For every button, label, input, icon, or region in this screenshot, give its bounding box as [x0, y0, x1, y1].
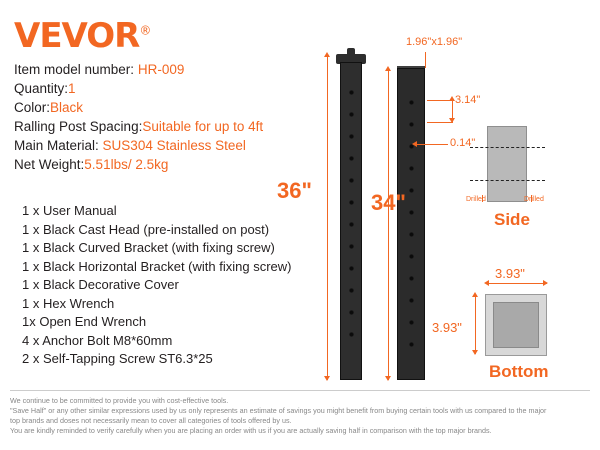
post-hole	[349, 288, 354, 293]
dimension-label-34: 34"	[371, 190, 406, 215]
post-hole	[349, 222, 354, 227]
brand-name: VEVOR	[14, 16, 140, 56]
list-item: 1 x Black Curved Bracket (with fixing screw)	[22, 240, 275, 255]
list-item: 1x Open End Wrench	[22, 314, 147, 329]
dimension-arrow-down	[385, 376, 391, 381]
spec-label: Net Weight:	[14, 157, 85, 172]
list-item: 1 x User Manual	[22, 203, 117, 218]
dimension-leader-diameter	[414, 144, 448, 145]
bottom-view-caption: Bottom	[489, 362, 549, 381]
spec-row-post-spacing	[14, 117, 344, 136]
list-item: 1 x Black Horizontal Bracket (with fixing screw)	[22, 258, 292, 274]
spec-value: Suitable for up to 4ft	[142, 119, 264, 134]
dimension-label-base-depth: 3.93"	[432, 320, 462, 335]
post-hole	[409, 232, 414, 237]
dimension-label-36: 36"	[277, 178, 312, 203]
spec-row-model	[14, 60, 344, 79]
post-hole	[409, 188, 414, 193]
footer-line: top brands and doses not necessarily mean to cover all categories of tools offered by us.	[10, 416, 292, 425]
post-hole	[409, 298, 414, 303]
dimension-arrow-down	[449, 118, 455, 123]
spec-row-material	[14, 136, 344, 155]
list-item: 1 x Hex Wrench	[22, 295, 115, 311]
post-hole	[349, 244, 354, 249]
post-hole	[349, 332, 354, 337]
post-hole	[349, 134, 354, 139]
footer-line: You are kindly reminded to verify carefully when you are placing an order with us if you are actually saving half in comparison with the top major brands.	[10, 426, 492, 435]
dimension-arrow-up	[472, 292, 478, 297]
side-view-dashed-line	[470, 180, 545, 181]
spec-value: Black	[50, 100, 84, 115]
dimension-arrow-left	[412, 141, 417, 147]
spec-row-color	[14, 98, 344, 117]
post-hole	[349, 178, 354, 183]
post-hole	[349, 200, 354, 205]
dimension-line-36	[327, 56, 328, 380]
footer-line: "Save Half" or any other similar expressions used by us only represents an estimate of savings you might benefit from buying certain tools with us compared to the major	[10, 406, 547, 415]
package-contents-list	[22, 202, 362, 369]
post-hole	[349, 156, 354, 161]
post-right-drawing	[397, 68, 425, 380]
dimension-label-hole-spacing: 3.14"	[455, 94, 481, 106]
drill-label-left: Drilled	[466, 196, 486, 203]
post-hole	[409, 100, 414, 105]
drill-label-right: Drilled	[524, 196, 544, 203]
spec-value: 5.51lbs/ 2.5kg	[84, 157, 169, 172]
side-view-dashed-line	[470, 147, 545, 148]
post-hole	[349, 266, 354, 271]
specs-list	[14, 60, 344, 174]
registered-mark: ®	[139, 23, 151, 38]
post-hole	[349, 310, 354, 315]
post-hole	[349, 112, 354, 117]
post-hole	[409, 254, 414, 259]
post-hole	[409, 122, 414, 127]
spec-value: 1	[68, 81, 76, 96]
spec-row-net-weight	[14, 155, 344, 174]
spec-label: Ralling Post Spacing:	[14, 119, 143, 134]
post-hole	[409, 320, 414, 325]
spec-label: Quantity:	[14, 81, 69, 96]
spec-row-quantity	[14, 79, 344, 98]
post-hole	[409, 166, 414, 171]
spec-label: Main Material:	[14, 138, 99, 153]
footer-disclaimer	[10, 390, 590, 436]
dimension-arrow-up	[324, 52, 330, 57]
dimension-line-base-depth	[475, 296, 476, 354]
post-hole	[409, 210, 414, 215]
vevor-logo	[14, 16, 150, 56]
spec-label: Item model number:	[14, 62, 135, 77]
list-item: 1 x Black Decorative Cover	[22, 277, 179, 292]
list-item: 4 x Anchor Bolt M8*60mm	[22, 332, 173, 348]
dimension-leader	[425, 52, 426, 68]
dimension-arrow-down	[472, 350, 478, 355]
post-hole	[409, 276, 414, 281]
dimension-line-base-width	[487, 283, 547, 284]
side-view-caption: Side	[494, 210, 530, 229]
dimension-line-34	[388, 70, 389, 380]
post-hole	[349, 90, 354, 95]
side-view-block	[487, 126, 527, 202]
post-hole	[409, 342, 414, 347]
list-item: 2 x Self-Tapping Screw ST6.3*25	[22, 351, 213, 366]
dimension-arrow-left	[484, 280, 489, 286]
bottom-view-inner-plate	[493, 302, 539, 348]
spec-value: SUS304 Stainless Steel	[102, 138, 246, 153]
dimension-arrow-up	[385, 66, 391, 71]
dimension-label-base-width: 3.93"	[495, 266, 525, 281]
list-item: 1 x Black Cast Head (pre-installed on post)	[22, 221, 270, 237]
dimension-label-cross-section: 1.96"x1.96"	[406, 36, 463, 48]
spec-label: Color:	[14, 100, 51, 115]
spec-value: HR-009	[137, 62, 185, 77]
dimension-label-hole-diameter: 0.14"	[450, 137, 476, 149]
dimension-arrow-down	[324, 376, 330, 381]
dimension-arrow-right	[543, 280, 548, 286]
footer-line: We continue to be committed to provide you with cost-effective tools.	[10, 396, 229, 405]
